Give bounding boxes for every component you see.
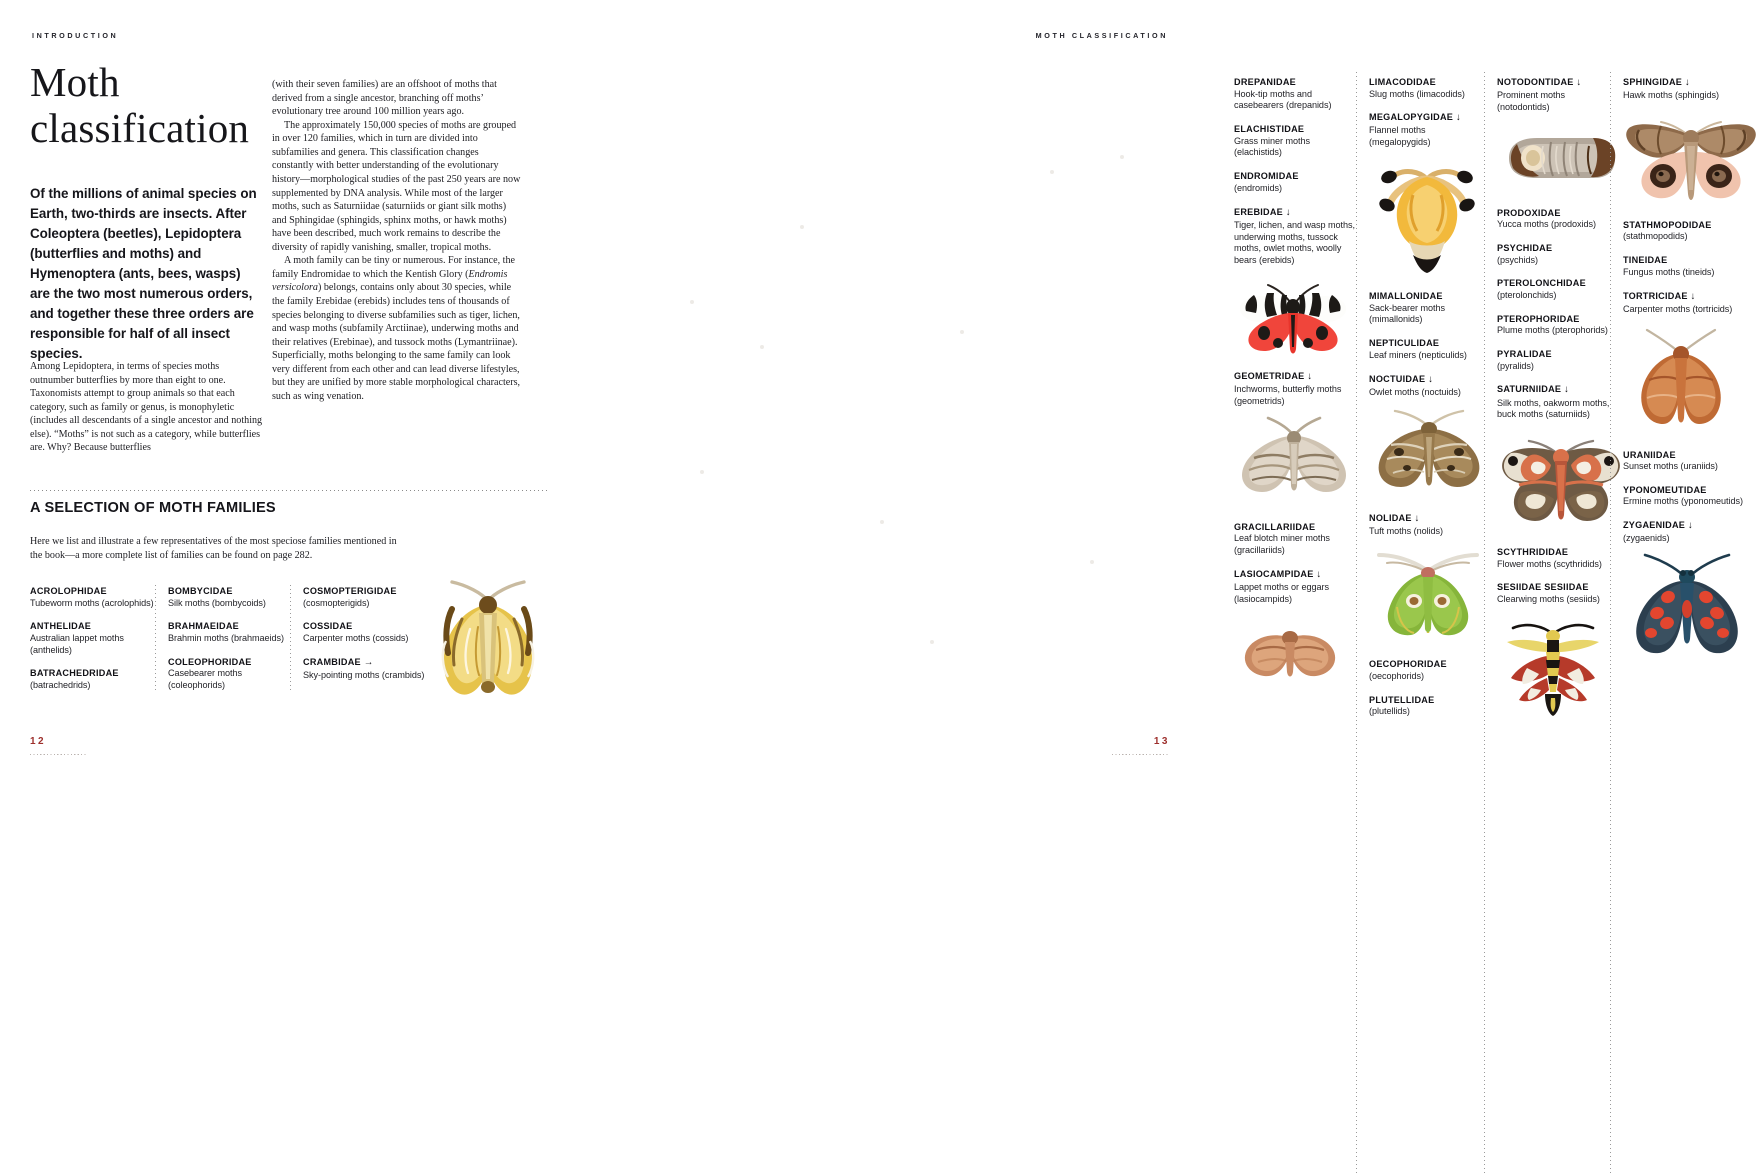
column-divider [1356, 72, 1357, 1173]
paper-speck [960, 330, 964, 334]
family-description: Leaf blotch miner moths (gracillariids) [1234, 533, 1330, 556]
body-text: ) belongs, contains only about 30 species, while the family Erebidae (erebids) includes tens of thousands of species belonging to diverse subfamilies such as tiger, lichen, and wasp moths (subfamily Arctiinae), underwing moths and their relatives (Erebinae), and tussock moths (Lymantriinae). Superficially, moths belonging to the same family can look very different from each other and can lead diverse lifestyles, but they are unified by more stable morphological characters, such as wing venation. [272, 282, 521, 402]
family-name: ZYGAENIDAE ↓ [1623, 520, 1694, 532]
family-entry [303, 585, 433, 609]
family-description: Prominent moths (notodontids) [1497, 90, 1565, 112]
family-name: STATHMOPODIDAE [1623, 219, 1712, 230]
right-page [600, 0, 1743, 769]
family-entry [1369, 512, 1484, 648]
family-name: COLEOPHORIDAE [168, 656, 252, 667]
illustration-green-tuft-moth [1369, 543, 1484, 647]
family-description: Yucca moths (prodoxids) [1497, 219, 1596, 230]
column-divider [155, 585, 156, 692]
family-name: BATRACHEDRIDAE [30, 668, 119, 679]
family-description: (stathmopodids) [1623, 231, 1688, 242]
family-description: Owlet moths (noctuids) [1369, 386, 1461, 397]
family-entry [1234, 521, 1356, 557]
family-name: ELACHISTIDAE [1234, 124, 1305, 135]
family-name: NOCTUIDAE ↓ [1369, 373, 1434, 385]
arrow-down-icon: ↓ [1304, 370, 1313, 382]
family-name: SATURNIIDAE ↓ [1497, 384, 1570, 396]
species-name-italic: Endromis versicolora [272, 268, 508, 294]
family-name: COSSIDAE [303, 621, 353, 632]
body-column-b [272, 78, 522, 404]
family-entry [1497, 76, 1610, 196]
family-description: (batrachedrids) [30, 679, 91, 690]
family-name: BRAHMAEIDAE [168, 621, 239, 632]
running-head-right: MOTH CLASSIFICATION [1035, 31, 1168, 40]
family-description: Inchworms, butterfly moths (geometrids) [1234, 384, 1342, 406]
paper-speck [930, 640, 934, 644]
arrow-down-icon: ↓ [1425, 373, 1434, 385]
family-entry [1623, 484, 1751, 508]
body-paragraph: (with their seven families) are an offshoot of moths that derived from a single ancestor, branching off moths’ evolutionary tree around 100 million years ago. [272, 79, 497, 118]
family-name: LASIOCAMPIDAE ↓ [1234, 568, 1322, 580]
family-entry [1369, 76, 1484, 100]
illustration-tortricid-moth [1623, 322, 1751, 438]
family-name: PTEROLONCHIDAE [1497, 278, 1586, 289]
body-paragraph: The approximately 150,000 species of moths are grouped in over 120 families, which in turn are divided into subfamilies and genera. This classification changes constantly with better understanding of the evolutionary history—morphological studies of the past 250 years are now supplemented by DNA analysis. While most of the larger moths, such as Saturniidae (saturniids or giant silk moths) and Sphingidae (sphingids, sphinx moths, or hawk moths) have been described, much work remains to describe the diversity of rapidly vanishing, smaller, tropical moths. [272, 119, 521, 253]
family-column [1610, 76, 1751, 733]
body-paragraph-kentish-glory [272, 254, 522, 403]
arrow-down-icon: ↓ [1283, 206, 1291, 218]
arrow-down-icon: ↓ [1573, 77, 1582, 88]
family-name: PTEROPHORIDAE [1497, 313, 1580, 324]
paper-speck [880, 520, 884, 524]
section-title-selection: A SELECTION OF MOTH FAMILIES [30, 500, 276, 516]
family-description: Tubeworm moths (acrolophids) [30, 597, 154, 608]
family-description: Lappet moths or eggars (lasiocampids) [1234, 582, 1329, 604]
family-entry [1369, 337, 1484, 361]
illustration-tiger-moth [1234, 273, 1356, 359]
family-description: Plume moths (pterophorids) [1497, 325, 1608, 336]
body-paragraph: Among Lepidoptera, in terms of species moths outnumber butterflies by more than eight to one. Taxonomists attempt to group animals so that each category, such as family or genus, is monophyletic (includes all descendants of a single ancestor and nothing else). “Moths” is not such as a category, while butterflies are. Why? Because butterflies [30, 361, 263, 454]
arrow-down-icon: ↓ [1561, 384, 1570, 396]
family-entry [1497, 313, 1610, 337]
family-name: ACROLOPHIDAE [30, 586, 107, 596]
family-entry [1234, 206, 1356, 359]
family-entry [303, 656, 433, 682]
family-entry [1497, 581, 1610, 723]
illustration-prominent-moth [1497, 120, 1610, 196]
family-description: Slug moths (limacodids) [1369, 88, 1465, 99]
family-entry [303, 620, 433, 644]
section-divider [30, 490, 550, 491]
paper-speck [1120, 155, 1124, 159]
family-column [30, 585, 155, 692]
family-column [155, 585, 290, 692]
family-description: (psychids) [1497, 254, 1538, 265]
family-entry [30, 667, 155, 691]
page-title-line2: classification [30, 104, 250, 151]
family-name: EREBIDAE ↓ [1234, 206, 1291, 218]
family-description: (zygaenids) [1623, 533, 1670, 544]
family-description: Carpenter moths (cossids) [303, 632, 409, 643]
illustration-owlet-moth [1369, 405, 1484, 501]
column-divider [1484, 72, 1485, 1173]
selection-family-columns [30, 585, 433, 692]
family-name: GEOMETRIDAE ↓ [1234, 370, 1313, 382]
family-entry [1497, 546, 1610, 570]
family-entry [1369, 694, 1484, 718]
family-description: Fungus moths (tineids) [1623, 266, 1715, 277]
illustration-hawk-moth [1623, 108, 1751, 208]
family-name: NOTODONTIDAE ↓ [1497, 77, 1582, 88]
family-name: PRODOXIDAE [1497, 207, 1561, 218]
family-description: (plutellids) [1369, 706, 1410, 717]
family-description: Sack-bearer moths (mimallonids) [1369, 302, 1445, 325]
running-head-left: INTRODUCTION [32, 31, 119, 40]
family-column [1356, 76, 1484, 733]
family-entry [1497, 242, 1610, 266]
moth-family-columns [1234, 76, 1751, 733]
family-name: OECOPHORIDAE [1369, 659, 1447, 670]
family-name: SESIIDAE SESIIDAE [1497, 582, 1589, 593]
paper-speck [700, 470, 704, 474]
family-name: PLUTELLIDAE [1369, 694, 1435, 705]
paper-speck [690, 300, 694, 304]
standfirst: Of the millions of animal species on Earth, two-thirds are insects. After Coleoptera (beetles), Lepidoptera (butterflies and moths) and Hymenoptera (ants, bees, wasps) are the two most numerous orders, and together these three orders are responsible for half of all insect species. [30, 186, 257, 361]
paper-speck [1090, 560, 1094, 564]
left-page [0, 0, 600, 769]
family-entry [1623, 219, 1751, 243]
family-entry [1369, 111, 1484, 279]
family-name: MEGALOPYGIDAE ↓ [1369, 112, 1462, 124]
family-entry [1234, 370, 1356, 510]
body-column-a [30, 360, 263, 455]
illustration-lappet-moth [1234, 612, 1356, 690]
family-entry [168, 656, 290, 692]
illustration-geometrid-moth [1234, 414, 1356, 510]
family-name: ANTHELIDAE [30, 621, 92, 632]
illustration-crambid-moth [432, 575, 544, 720]
family-entry [1497, 277, 1610, 301]
family-name: DREPANIDAE [1234, 77, 1296, 87]
paper-speck [800, 225, 804, 229]
family-description: Sunset moths (uraniids) [1623, 461, 1718, 472]
family-description: Tiger, lichen, and wasp moths, underwing moths, tussock moths, owlet moths, woolly bears (erebids) [1234, 219, 1355, 266]
family-description: (cosmopterigids) [303, 597, 370, 608]
family-description: Leaf miners (nepticulids) [1369, 349, 1467, 360]
family-name: TORTRICIDAE ↓ [1623, 290, 1696, 302]
column-divider [1610, 72, 1611, 1173]
illustration-clearwing-moth [1497, 612, 1610, 724]
illustration-burnet-moth [1623, 551, 1751, 675]
family-entry [1497, 383, 1610, 535]
page-number-right: 13 [1153, 736, 1170, 747]
folio-rule-left [30, 754, 88, 755]
family-entry [1369, 658, 1484, 682]
family-description: Sky-pointing moths (crambids) [303, 669, 425, 680]
family-entry [1234, 568, 1356, 690]
arrow-right-icon: → [360, 656, 374, 668]
family-description: Silk moths, oakworm moths, buck moths (saturniids) [1497, 397, 1610, 420]
family-entry [1623, 449, 1751, 473]
family-name: PYRALIDAE [1497, 349, 1552, 360]
family-entry [1623, 519, 1751, 675]
family-entry [30, 585, 155, 609]
family-description: (endromids) [1234, 182, 1282, 193]
family-name: YPONOMEUTIDAE [1623, 484, 1707, 495]
family-name: URANIIDAE [1623, 449, 1676, 460]
family-entry [168, 585, 290, 609]
section-intro-selection: Here we list and illustrate a few representatives of the most speciose families mentioned in the book—a more complete list of families can be found on page 282. [30, 536, 397, 561]
family-description: Australian lappet moths (anthelids) [30, 632, 124, 655]
page-title-line1: Moth [30, 59, 120, 105]
family-entry [1369, 290, 1484, 326]
family-name: BOMBYCIDAE [168, 586, 233, 596]
family-name: NOLIDAE ↓ [1369, 512, 1420, 524]
family-name: PSYCHIDAE [1497, 243, 1553, 254]
family-description: Brahmin moths (brahmaeids) [168, 632, 284, 643]
arrow-down-icon: ↓ [1685, 520, 1694, 532]
column-divider [290, 585, 291, 692]
family-entry [1369, 373, 1484, 501]
family-description: (pterolonchids) [1497, 289, 1557, 300]
paper-speck [1050, 170, 1054, 174]
arrow-down-icon: ↓ [1682, 77, 1691, 88]
family-description: Grass miner moths (elachistids) [1234, 135, 1310, 158]
family-description: (oecophorids) [1369, 670, 1424, 681]
family-entry [1623, 76, 1751, 208]
family-entry [168, 620, 290, 644]
family-column [1234, 76, 1356, 733]
arrow-down-icon: ↓ [1687, 290, 1696, 302]
family-description: Hook-tip moths and casebearers (drepanids) [1234, 88, 1332, 111]
family-description: Clearwing moths (sesiids) [1497, 593, 1600, 604]
family-description: (pyralids) [1497, 360, 1534, 371]
family-name: NEPTICULIDAE [1369, 338, 1440, 349]
family-name: TINEIDAE [1623, 255, 1668, 266]
family-name: MIMALLONIDAE [1369, 291, 1443, 302]
arrow-down-icon: ↓ [1313, 568, 1322, 580]
illustration-flannel-moth [1369, 155, 1484, 279]
family-name: LIMACODIDAE [1369, 77, 1436, 87]
illustration-saturniid-moth [1497, 427, 1610, 535]
family-entry [1623, 290, 1751, 438]
family-name: GRACILLARIIDAE [1234, 521, 1316, 532]
family-column [290, 585, 433, 692]
paper-speck [760, 345, 764, 349]
family-description: Casebearer moths (coleophorids) [168, 668, 243, 690]
family-entry [30, 620, 155, 656]
family-name: CRAMBIDAE → [303, 656, 374, 668]
family-entry [1234, 76, 1356, 112]
arrow-down-icon: ↓ [1453, 112, 1462, 124]
family-column [1484, 76, 1610, 733]
family-name: ENDROMIDAE [1234, 171, 1299, 182]
family-entry [1623, 254, 1751, 278]
family-description: Flower moths (scythridids) [1497, 558, 1602, 569]
page-title [30, 60, 260, 152]
family-description: Ermine moths (yponomeutids) [1623, 496, 1743, 507]
family-name: SPHINGIDAE ↓ [1623, 77, 1691, 88]
family-description: Carpenter moths (tortricids) [1623, 303, 1733, 314]
family-description: Tuft moths (nolids) [1369, 525, 1444, 536]
family-name: COSMOPTERIGIDAE [303, 586, 397, 596]
family-entry [1234, 123, 1356, 159]
family-description: Flannel moths (megalopygids) [1369, 125, 1431, 148]
folio-rule-right [1112, 754, 1170, 755]
body-text: A moth family can be tiny or numerous. For instance, the family Endromidae to which the Kentish Glory ( [272, 255, 515, 280]
family-name: SCYTHRIDIDAE [1497, 547, 1569, 558]
page-number-left: 12 [30, 736, 47, 747]
family-entry [1497, 348, 1610, 372]
arrow-down-icon: ↓ [1411, 512, 1420, 524]
family-entry [1497, 207, 1610, 231]
family-description: Hawk moths (sphingids) [1623, 90, 1719, 101]
family-description: Silk moths (bombycoids) [168, 597, 266, 608]
family-entry [1234, 170, 1356, 194]
